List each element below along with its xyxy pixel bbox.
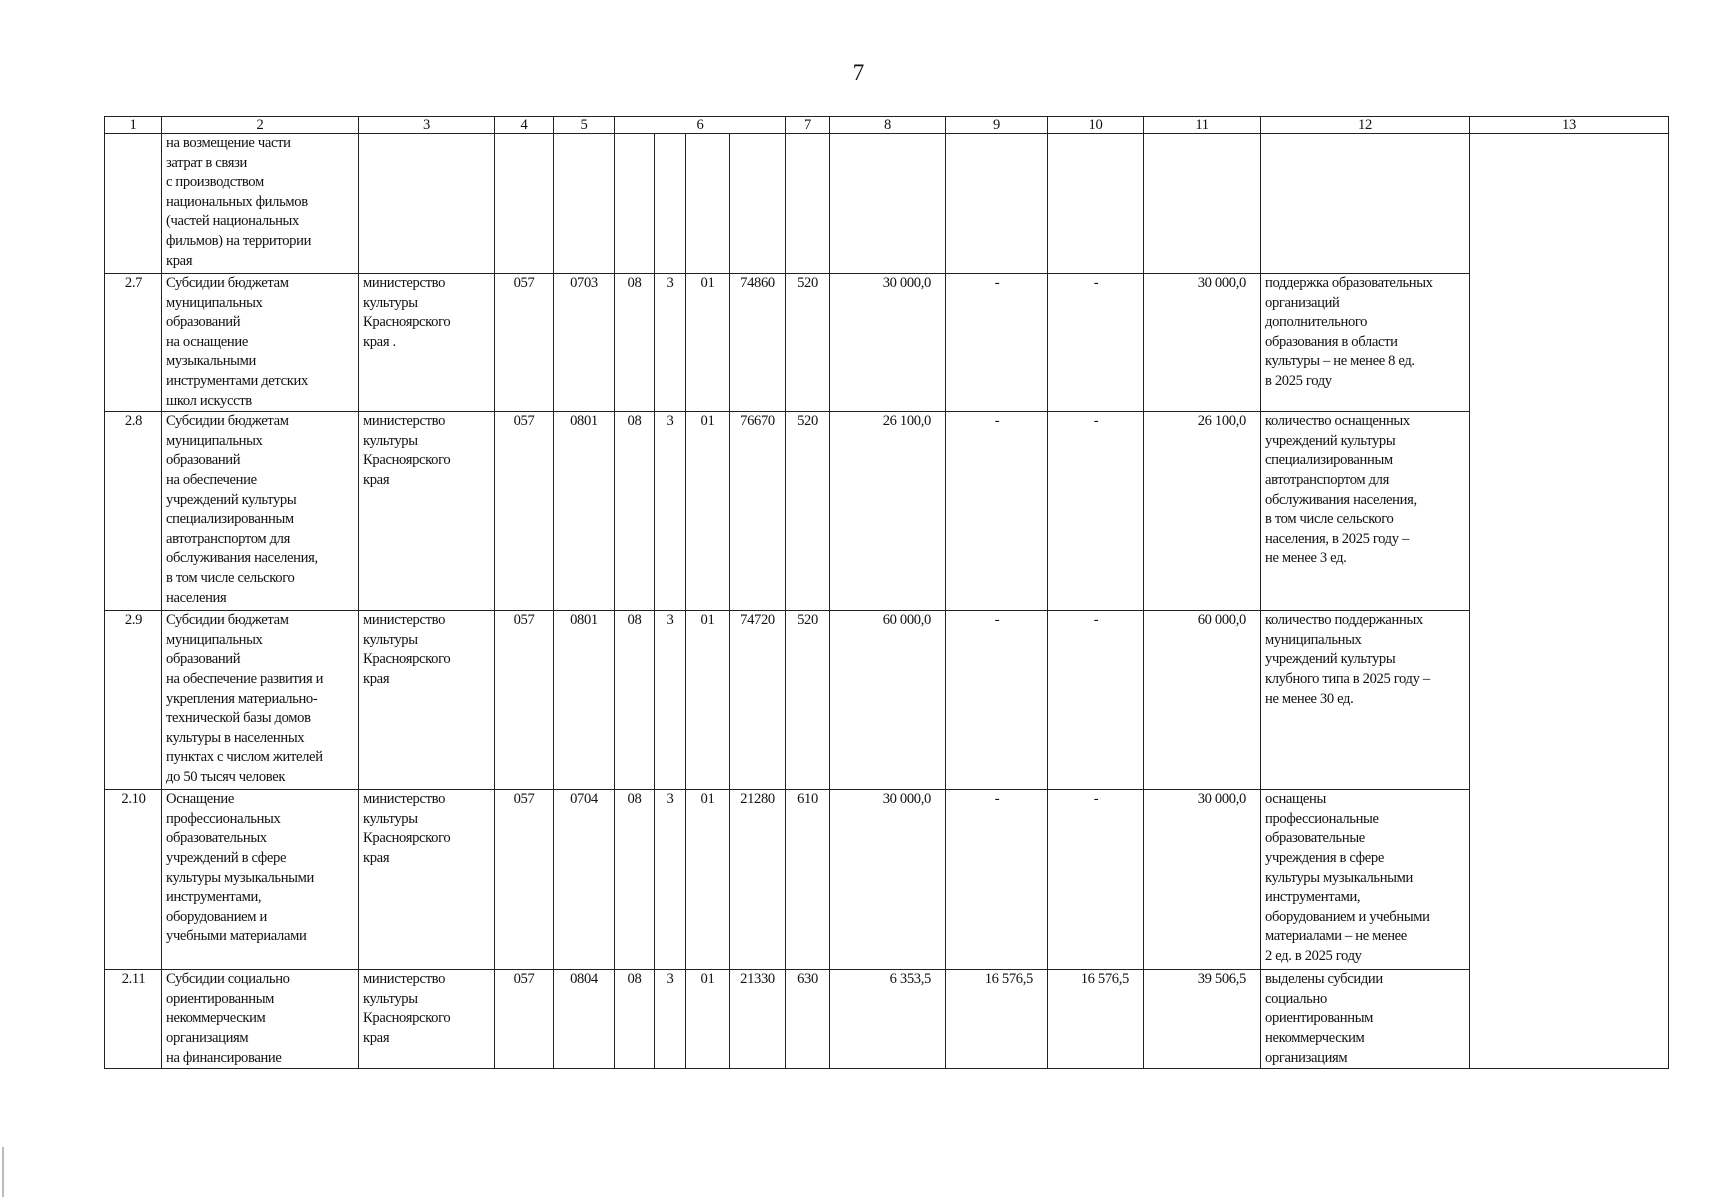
responsible-agency: министерство культуры Красноярского края: [359, 611, 495, 790]
expected-result: поддержка образовательных организаций дополнительного образования в области культуры – не менее 8 ед. в 2025 году: [1261, 274, 1470, 412]
csr-direction: 76670: [730, 412, 786, 611]
col-13-cell: [1470, 134, 1669, 1069]
column-number-row: [105, 117, 1669, 134]
scan-edge-mark: [2, 1147, 4, 1197]
table-row: [105, 134, 1669, 274]
csr-program: 08: [615, 790, 655, 970]
rzpr-code: 0704: [554, 790, 615, 970]
csr-program: 08: [615, 970, 655, 1069]
activity-name: на возмещение части затрат в связи с производством национальных фильмов (частей национальных фильмов) на территории края: [162, 134, 359, 274]
csr-event: 01: [686, 970, 730, 1069]
rzpr-code: [554, 134, 615, 274]
table-row: [105, 611, 1669, 790]
csr-subprogram: [655, 134, 686, 274]
table-row: [105, 790, 1669, 970]
amount-2025: 30 000,0: [830, 790, 946, 970]
col-header-13: 13: [1470, 117, 1669, 134]
csr-direction: 21330: [730, 970, 786, 1069]
csr-subprogram: 3: [655, 611, 686, 790]
vr-code: 520: [786, 611, 830, 790]
activity-name: Оснащение профессиональных образовательных учреждений в сфере культуры музыкальными инструментами, оборудованием и учебными материалами: [162, 790, 359, 970]
responsible-agency: министерство культуры Красноярского края: [359, 412, 495, 611]
row-number: 2.11: [105, 970, 162, 1069]
amount-2025: 26 100,0: [830, 412, 946, 611]
csr-program: 08: [615, 274, 655, 412]
expected-result: оснащены профессиональные образовательные учреждения в сфере культуры музыкальными инструментами, оборудованием и учебными материалами – не менее 2 ед. в 2025 году: [1261, 790, 1470, 970]
amount-2026: -: [946, 412, 1048, 611]
table-row: [105, 274, 1669, 412]
col-header-7: 7: [786, 117, 830, 134]
rzpr-code: 0804: [554, 970, 615, 1069]
grbs-code: 057: [495, 970, 554, 1069]
activity-name: Субсидии бюджетам муниципальных образований на обеспечение развития и укрепления материально- технической базы домов культуры в населенных пунктах с числом жителей до 50 тысяч человек: [162, 611, 359, 790]
vr-code: 610: [786, 790, 830, 970]
expected-result: [1261, 134, 1470, 274]
amount-2027: -: [1048, 412, 1144, 611]
row-number: 2.8: [105, 412, 162, 611]
col-header-11: 11: [1144, 117, 1261, 134]
amount-2025: [830, 134, 946, 274]
responsible-agency: министерство культуры Красноярского края: [359, 790, 495, 970]
row-number: 2.7: [105, 274, 162, 412]
program-activities-table: [104, 116, 1669, 1069]
amount-total: 30 000,0: [1144, 790, 1261, 970]
grbs-code: 057: [495, 274, 554, 412]
csr-event: 01: [686, 611, 730, 790]
grbs-code: 057: [495, 790, 554, 970]
col-header-9: 9: [946, 117, 1048, 134]
vr-code: [786, 134, 830, 274]
rzpr-code: 0801: [554, 412, 615, 611]
amount-total: 39 506,5: [1144, 970, 1261, 1069]
col-header-12: 12: [1261, 117, 1470, 134]
expected-result: количество поддержанных муниципальных учреждений культуры клубного типа в 2025 году – не менее 30 ед.: [1261, 611, 1470, 790]
amount-total: 60 000,0: [1144, 611, 1261, 790]
csr-direction: 21280: [730, 790, 786, 970]
csr-program: [615, 134, 655, 274]
amount-total: 30 000,0: [1144, 274, 1261, 412]
vr-code: 520: [786, 412, 830, 611]
amount-2025: 30 000,0: [830, 274, 946, 412]
grbs-code: 057: [495, 611, 554, 790]
amount-2026: 16 576,5: [946, 970, 1048, 1069]
csr-subprogram: 3: [655, 274, 686, 412]
row-number: [105, 134, 162, 274]
csr-event: 01: [686, 790, 730, 970]
csr-program: 08: [615, 412, 655, 611]
amount-2026: -: [946, 274, 1048, 412]
col-header-8: 8: [830, 117, 946, 134]
row-number: 2.10: [105, 790, 162, 970]
csr-event: 01: [686, 274, 730, 412]
vr-code: 520: [786, 274, 830, 412]
csr-event: 01: [686, 412, 730, 611]
col-header-3: 3: [359, 117, 495, 134]
amount-2026: [946, 134, 1048, 274]
csr-subprogram: 3: [655, 790, 686, 970]
amount-2026: -: [946, 611, 1048, 790]
responsible-agency: министерство культуры Красноярского края .: [359, 274, 495, 412]
col-header-1: 1: [105, 117, 162, 134]
activity-name: Субсидии бюджетам муниципальных образований на обеспечение учреждений культуры специализированным автотранспортом для обслуживания населения, в том числе сельского населения: [162, 412, 359, 611]
activity-name: Субсидии социально ориентированным некоммерческим организациям на финансирование: [162, 970, 359, 1069]
activity-name: Субсидии бюджетам муниципальных образований на оснащение музыкальными инструментами детских школ искусств: [162, 274, 359, 412]
csr-program: 08: [615, 611, 655, 790]
responsible-agency: министерство культуры Красноярского края: [359, 970, 495, 1069]
csr-direction: 74860: [730, 274, 786, 412]
amount-2027: -: [1048, 274, 1144, 412]
vr-code: 630: [786, 970, 830, 1069]
csr-event: [686, 134, 730, 274]
col-header-5: 5: [554, 117, 615, 134]
amount-total: 26 100,0: [1144, 412, 1261, 611]
table-row: [105, 970, 1669, 1069]
csr-direction: [730, 134, 786, 274]
amount-2027: -: [1048, 611, 1144, 790]
col-header-10: 10: [1048, 117, 1144, 134]
rzpr-code: 0703: [554, 274, 615, 412]
csr-subprogram: 3: [655, 412, 686, 611]
expected-result: количество оснащенных учреждений культуры специализированным автотранспортом для обслуживания населения, в том числе сельского населения, в 2025 году – не менее 3 ед.: [1261, 412, 1470, 611]
col-header-2: 2: [162, 117, 359, 134]
rzpr-code: 0801: [554, 611, 615, 790]
amount-2026: -: [946, 790, 1048, 970]
amount-total: [1144, 134, 1261, 274]
amount-2027: 16 576,5: [1048, 970, 1144, 1069]
page-number: 7: [852, 60, 865, 85]
amount-2027: [1048, 134, 1144, 274]
row-number: 2.9: [105, 611, 162, 790]
csr-subprogram: 3: [655, 970, 686, 1069]
responsible-agency: [359, 134, 495, 274]
amount-2025: 6 353,5: [830, 970, 946, 1069]
col-header-4: 4: [495, 117, 554, 134]
grbs-code: [495, 134, 554, 274]
table-row: [105, 412, 1669, 611]
expected-result: выделены субсидии социально ориентированным некоммерческим организациям: [1261, 970, 1470, 1069]
grbs-code: 057: [495, 412, 554, 611]
amount-2025: 60 000,0: [830, 611, 946, 790]
col-header-6: 6: [615, 117, 786, 134]
csr-direction: 74720: [730, 611, 786, 790]
amount-2027: -: [1048, 790, 1144, 970]
